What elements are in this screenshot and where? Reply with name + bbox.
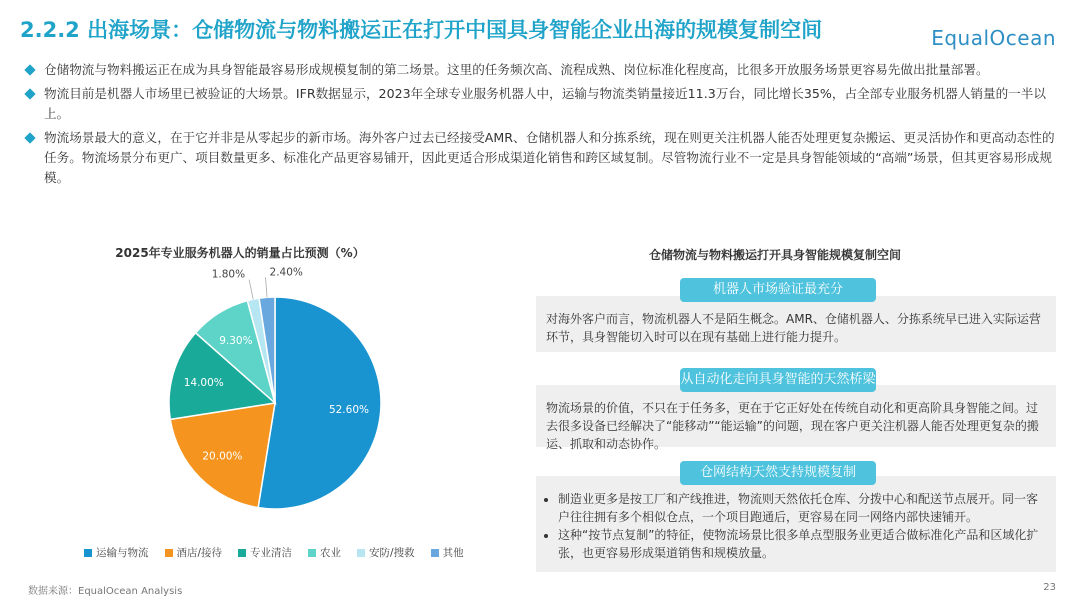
legend-swatch xyxy=(238,549,246,557)
pie-data-label: 14.00% xyxy=(183,377,224,390)
section-box-market xyxy=(536,296,1056,352)
legend-item xyxy=(431,545,464,560)
section-box-network xyxy=(536,476,1056,572)
bullet-item xyxy=(24,84,1064,124)
legend-swatch xyxy=(357,549,365,557)
chart-title: 2025年专业服务机器人的销量占比预测（%） xyxy=(115,246,365,260)
list-item: • 制造业更多是按工厂和产线推进，物流则天然依托仓库、分拨中心和配送节点展开。同一客户往往拥有多个相似仓点，一个项目跑通后，更容易在同一网络内部快速铺开。 xyxy=(558,490,1046,526)
bullet-item xyxy=(24,60,1064,80)
label-leader-line xyxy=(249,280,253,300)
pie-data-label: 2.40% xyxy=(269,266,303,279)
legend-label: 运输与物流 xyxy=(96,547,149,559)
pie-chart xyxy=(0,262,460,542)
bullet-text: 物流场景最大的意义，在于它并非是从零起步的新市场。海外客户过去已经接受AMR、仓储机器人和分拣系统，现在则更关注机器人能否处理更复杂搬运、更灵活协作和更高动态性的任务。物流场景分布更广、项目数量更多、标准化产品更容易铺开，因此更适合形成渠道化销售和跨区域复制。尽管物流行业不一定是具身智能领域的“高端”场景，但其更容易形成规模。 xyxy=(44,130,1055,185)
legend-label: 酒店/接待 xyxy=(176,547,223,559)
pie-data-label: 20.00% xyxy=(202,450,243,463)
legend-swatch xyxy=(165,549,173,557)
section-box-bridge xyxy=(536,385,1056,451)
legend-item xyxy=(84,545,149,560)
bullet-text: 物流目前是机器人市场里已被验证的大场景。IFR数据显示，2023年全球专业服务机器人中，运输与物流类销量接近11.3万台，同比增长35%，占全部专业服务机器人销量的一半以上。 xyxy=(44,86,1046,121)
legend-label: 安防/搜救 xyxy=(369,547,415,559)
legend-swatch xyxy=(308,549,316,557)
bullet-text: 仓储物流与物料搬运正在成为具身智能最容易形成规模复制的第二场景。这里的任务频次高、流程成熟、岗位标准化程度高，比很多开放服务场景更容易先做出批量部署。 xyxy=(44,62,989,77)
pie-data-label: 9.30% xyxy=(219,334,253,347)
section-heading-network: 仓网结构天然支持规模复制 xyxy=(680,461,876,485)
legend-label: 专业清洁 xyxy=(250,547,293,559)
legend-label: 其他 xyxy=(442,547,464,559)
legend-item xyxy=(357,545,415,560)
list-item: • 这种“按节点复制”的特征，使物流场景比很多单点型服务业更适合做标准化产品和区域化扩张，也更容易形成渠道销售和规模放量。 xyxy=(558,526,1046,562)
bullet-item xyxy=(24,128,1064,188)
legend-label: 农业 xyxy=(320,547,342,559)
legend-item xyxy=(238,545,292,560)
intro-bullets xyxy=(24,60,1064,192)
legend-swatch xyxy=(431,549,439,557)
right-panel-title: 仓储物流与物料搬运打开具身智能规模复制空间 xyxy=(648,248,901,262)
legend-swatch xyxy=(84,549,92,557)
section-body: 对海外客户而言，物流机器人不是陌生概念。AMR、仓储机器人、分拣系统早已进入实际运营环节，具身智能切入时可以在现有基础上进行能力提升。 xyxy=(546,312,1041,344)
legend-item xyxy=(165,545,223,560)
pie-data-label: 1.80% xyxy=(211,268,246,281)
section-heading-market: 机器人市场验证最充分 xyxy=(680,278,876,302)
equalocean-logo: EqualOcean xyxy=(931,26,1056,50)
page-title: 2.2.2 出海场景：仓储物流与物料搬运正在打开中国具身智能企业出海的规模复制空间 xyxy=(20,18,823,42)
label-leader-line xyxy=(266,277,268,297)
pie-data-label: 52.60% xyxy=(328,403,369,416)
diamond-bullet-icon xyxy=(24,132,35,143)
section-list xyxy=(546,490,1046,562)
data-source: 数据来源：EqualOcean Analysis xyxy=(28,586,183,597)
section-heading-bridge: 从自动化走向具身智能的天然桥梁 xyxy=(680,368,876,392)
page-number: 23 xyxy=(1043,582,1056,593)
chart-legend xyxy=(84,545,464,560)
section-body: 物流场景的价值，不只在于任务多，更在于它正好处在传统自动化和更高阶具身智能之间。过去很多设备已经解决了“能移动”“能运输”的问题，现在客户更关注机器人能否处理更复杂的搬运、抓取和动态协作。 xyxy=(546,401,1039,451)
diamond-bullet-icon xyxy=(24,88,35,99)
legend-item xyxy=(308,545,341,560)
diamond-bullet-icon xyxy=(24,64,35,75)
